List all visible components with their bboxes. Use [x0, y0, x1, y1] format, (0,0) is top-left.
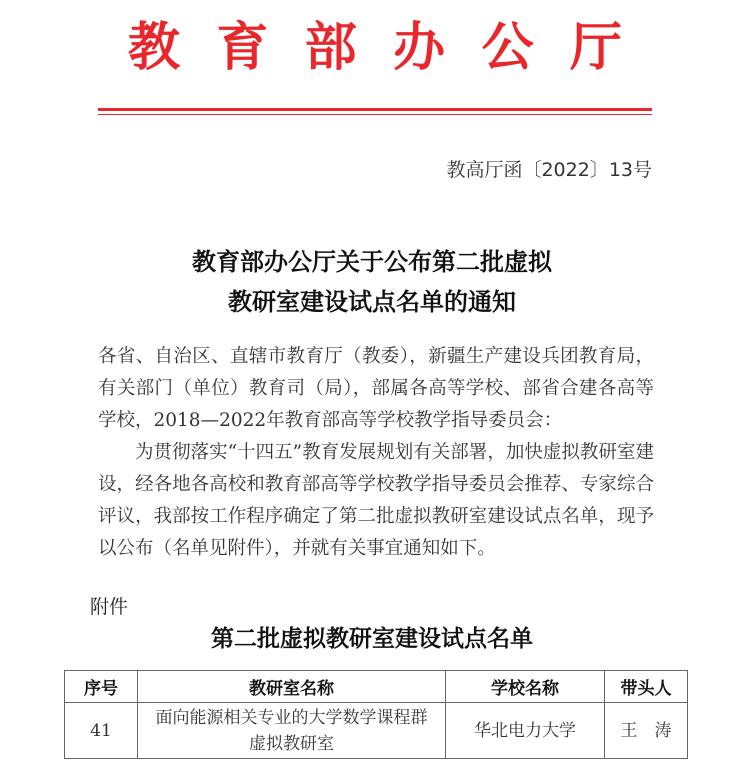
- title-line-2: 教研室建设试点名单的通知: [228, 287, 516, 316]
- cell-no: 41: [65, 703, 138, 759]
- table-row: [65, 703, 688, 759]
- col-header-no: 序号: [65, 671, 138, 703]
- cell-school: 华北电力大学: [446, 703, 605, 759]
- red-rule: [98, 108, 652, 111]
- attachment-label: 附件: [90, 596, 129, 618]
- paragraph: 为贯彻落实“十四五”教育发展规划有关部署，加快虚拟教研室建设，经各地各高校和教育部高等学校教学指导委员会推荐、专家综合评议，我部按工作程序确定了第二批虚拟教研室建设试点名单，现予以公布（名单见附件），并就有关事宜通知如下。: [98, 442, 654, 559]
- red-rule-thin: [98, 114, 652, 115]
- masthead-char: 厅: [569, 17, 622, 78]
- col-header-school: 学校名称: [446, 671, 605, 703]
- pilot-list-table: [64, 670, 688, 759]
- col-header-name: 教研室名称: [138, 671, 446, 703]
- cell-name: 面向能源相关专业的大学数学课程群虚拟教研室: [138, 703, 446, 759]
- table-header-row: [65, 671, 688, 703]
- masthead-char: 部: [304, 17, 357, 78]
- masthead-char: 公: [481, 17, 534, 78]
- document-number: 教高厅函〔2022〕13号: [446, 159, 652, 181]
- list-title: 第二批虚拟教研室建设试点名单: [211, 625, 533, 652]
- cell-leader: 王 涛: [605, 703, 688, 759]
- masthead-char: 办: [393, 17, 446, 78]
- salutation: 各省、自治区、直辖市教育厅（教委），新疆生产建设兵团教育局，有关部门（单位）教育司（局），部属各高等学校、部省合建各高等学校，2018—2022年教育部高等学校教学指导委员会：: [98, 346, 654, 431]
- col-header-leader: 带头人: [605, 671, 688, 703]
- masthead-char: 教: [128, 17, 181, 78]
- title-line-1: 教育部办公厅关于公布第二批虚拟: [192, 247, 552, 276]
- masthead-char: 育: [216, 17, 269, 78]
- masthead: [98, 18, 652, 78]
